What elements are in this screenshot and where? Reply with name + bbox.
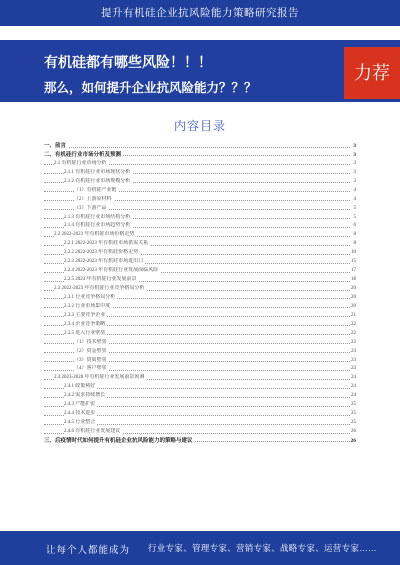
toc-entry[interactable] (44, 222, 356, 231)
toc-entry[interactable] (44, 231, 356, 240)
toc-entry-title: 2.1.1 有机硅行业市场现状分析 (64, 169, 132, 178)
toc-entry-page: 10 (350, 249, 356, 258)
toc-entry-page: 18 (350, 276, 356, 285)
toc-entry-page: 3 (350, 169, 356, 178)
toc-entry-page: 20 (350, 294, 356, 303)
toc-entry-page: 26 (350, 428, 356, 437)
toc-entry-page: 22 (350, 339, 356, 348)
toc-entry-title: （3）下游产品 (74, 205, 109, 214)
toc-entry[interactable] (44, 187, 356, 196)
toc-entry[interactable] (44, 410, 356, 419)
toc-entry-page: 20 (350, 285, 356, 294)
toc-entry-title: 二、有机硅行业市场分析及预测 (44, 151, 122, 158)
toc-entry-page: 25 (350, 401, 356, 410)
toc-entry[interactable] (44, 151, 356, 160)
toc-entry-title: 2.3.1 行业竞争格局分析 (64, 294, 117, 303)
toc-entry-page: 5 (350, 205, 356, 214)
toc-entry-page: 5 (350, 214, 356, 223)
toc-entry-title: 2.2.3 2022-2023 年有机硅市场进出口 (64, 258, 145, 267)
toc-title: 内容目录 (173, 119, 226, 133)
toc-leader-dots (44, 147, 350, 148)
toc-entry-page: 23 (350, 365, 356, 374)
toc-entry[interactable] (44, 294, 356, 303)
toc-entry-page: 3 (350, 160, 356, 169)
toc-entry-title: 2.4.4 技术进步 (64, 410, 97, 419)
banner-headline: 有机硅都有哪些风险！！！ (44, 54, 212, 70)
toc-entry[interactable] (44, 276, 356, 285)
toc-entry-title: （4）客户壁垒 (74, 365, 109, 374)
toc-entry[interactable] (44, 428, 356, 437)
toc-entry[interactable] (44, 374, 356, 383)
toc-entry[interactable] (44, 160, 356, 169)
toc-entry-title: 2.2.2 2022-2023 年有机硅价格走势 (64, 249, 140, 258)
toc-entry-page: 25 (350, 410, 356, 419)
footer-roles: 行业专家、管理专家、营销专家、战略专家、运营专家…… (148, 543, 377, 553)
toc-entry-title: 2.1 有机硅行业市场分析 (54, 160, 109, 169)
toc-entry[interactable] (44, 303, 356, 312)
toc-entry-title: 2.2.4 2022-2023 年有机硅行业发展面临风险 (64, 267, 160, 276)
toc-entry-title: 2.4.1 政策利好 (64, 383, 97, 392)
toc-entry[interactable] (44, 330, 356, 339)
toc-entry-title: 2.2.1 2022-2023 年有机硅市场供需关系 (64, 240, 150, 249)
toc-entry-page: 22 (350, 321, 356, 330)
toc-entry-title: 2.3 2022-2023 年有机硅行业竞争格局分析 (54, 285, 146, 294)
toc-entry[interactable] (44, 142, 356, 151)
toc-entry-title: 2.1.4 有机硅行业市场趋势分析 (64, 222, 132, 231)
toc-entry[interactable] (44, 365, 356, 374)
toc-entry-page: 17 (350, 267, 356, 276)
toc-entry[interactable] (44, 401, 356, 410)
toc-entry[interactable] (44, 178, 356, 187)
toc-entry[interactable] (44, 196, 356, 205)
toc-entry-page: 23 (350, 348, 356, 357)
footer-bar (0, 531, 400, 565)
recommend-badge: 力荐 (344, 47, 400, 99)
toc-entry-page: 22 (350, 330, 356, 339)
toc-entry-page: 3 (350, 151, 356, 160)
toc-entry-page: 24 (350, 392, 356, 401)
toc-entry[interactable] (44, 285, 356, 294)
report-header: 提升有机硅企业抗风险能力策略研究报告 (0, 0, 400, 26)
toc-entry[interactable] (44, 312, 356, 321)
toc-entry[interactable] (44, 437, 356, 446)
toc-entry-title: （2）资金壁垒 (74, 348, 109, 357)
toc-entry-title: （1）有机硅产业链 (74, 187, 119, 196)
toc-entry-title: 2.1.3 有机硅行业市场结构分析 (64, 214, 132, 223)
toc-entry-page: 15 (350, 258, 356, 267)
toc-entry-title: 2.3.2 行业市场集中度 (64, 303, 112, 312)
toc-entry-page: 8 (350, 240, 356, 249)
toc-entry[interactable] (44, 339, 356, 348)
toc-entry[interactable] (44, 249, 356, 258)
toc-entry-page: 6 (350, 222, 356, 231)
banner-subheadline: 那么，如何提升企业抗风险能力？？？ (44, 81, 257, 95)
toc-entry-title: （1）技术壁垒 (74, 339, 109, 348)
toc-entry-page: 21 (350, 312, 356, 321)
toc-entry-title: 三、后疫情时代如何提升有机硅企业抗风险能力的策略与建议 (44, 437, 193, 444)
toc-entry-page: 20 (350, 303, 356, 312)
toc-entry[interactable] (44, 214, 356, 223)
toc-entry-title: （3）资质壁垒 (74, 357, 109, 366)
toc-entry-page: 26 (350, 437, 356, 444)
toc-entry-title: 2.4.6 有机硅行业发展建议 (64, 428, 122, 437)
toc-entry-title: 2.4.2 需求持续增长 (64, 392, 107, 401)
toc-entry-title: 2.3.3 主要竞争企业 (64, 312, 107, 321)
toc-entry-title: 2.3.4 企业竞争策略 (64, 321, 107, 330)
footer-slogan: 让每个人都能成为 (46, 545, 131, 556)
toc-entry-title: （2）上游原材料 (74, 196, 114, 205)
toc-entry[interactable] (44, 383, 356, 392)
toc-entry-page: 24 (350, 383, 356, 392)
toc-entry[interactable] (44, 205, 356, 214)
toc-entry[interactable] (44, 419, 356, 428)
promo-banner (0, 40, 400, 102)
toc-entry-page: 4 (350, 196, 356, 205)
toc-entry-title: 2.4.5 行业整合 (64, 419, 97, 428)
toc-entry-page: 3 (350, 142, 356, 151)
toc-entry-title: 2.4.3 产能扩张 (64, 401, 97, 410)
toc-entry-title: 2.1.2 有机硅行业市场规模分析 (64, 178, 132, 187)
toc-entry-page: 8 (350, 231, 356, 240)
toc-entry[interactable] (44, 392, 356, 401)
toc-entry-title: 2.3.5 进入行业壁垒 (64, 330, 107, 339)
toc-entry-page: 3 (350, 178, 356, 187)
toc-entry[interactable] (44, 321, 356, 330)
toc-entry-page: 23 (350, 357, 356, 366)
toc-entry[interactable] (44, 357, 356, 366)
toc-entry-page: 4 (350, 187, 356, 196)
toc-entry[interactable] (44, 267, 356, 276)
toc-entry[interactable] (44, 240, 356, 249)
toc-entry-page: 24 (350, 374, 356, 383)
toc-entry-title: 2.4 2023-2028 年有机硅行业发展前景预测 (54, 374, 146, 383)
toc-entry[interactable] (44, 258, 356, 267)
toc-entry[interactable] (44, 348, 356, 357)
toc-entry[interactable] (44, 169, 356, 178)
toc-entry-page: 25 (350, 419, 356, 428)
toc-entry-title: 2.2 2022-2023 年有机硅市场价格走势 (54, 231, 136, 240)
toc-entry-title: 2.2.5 2023 年有机硅行业发展前景 (64, 276, 139, 285)
toc-entry-title: 一、前言 (44, 143, 67, 149)
table-of-contents (44, 142, 356, 446)
